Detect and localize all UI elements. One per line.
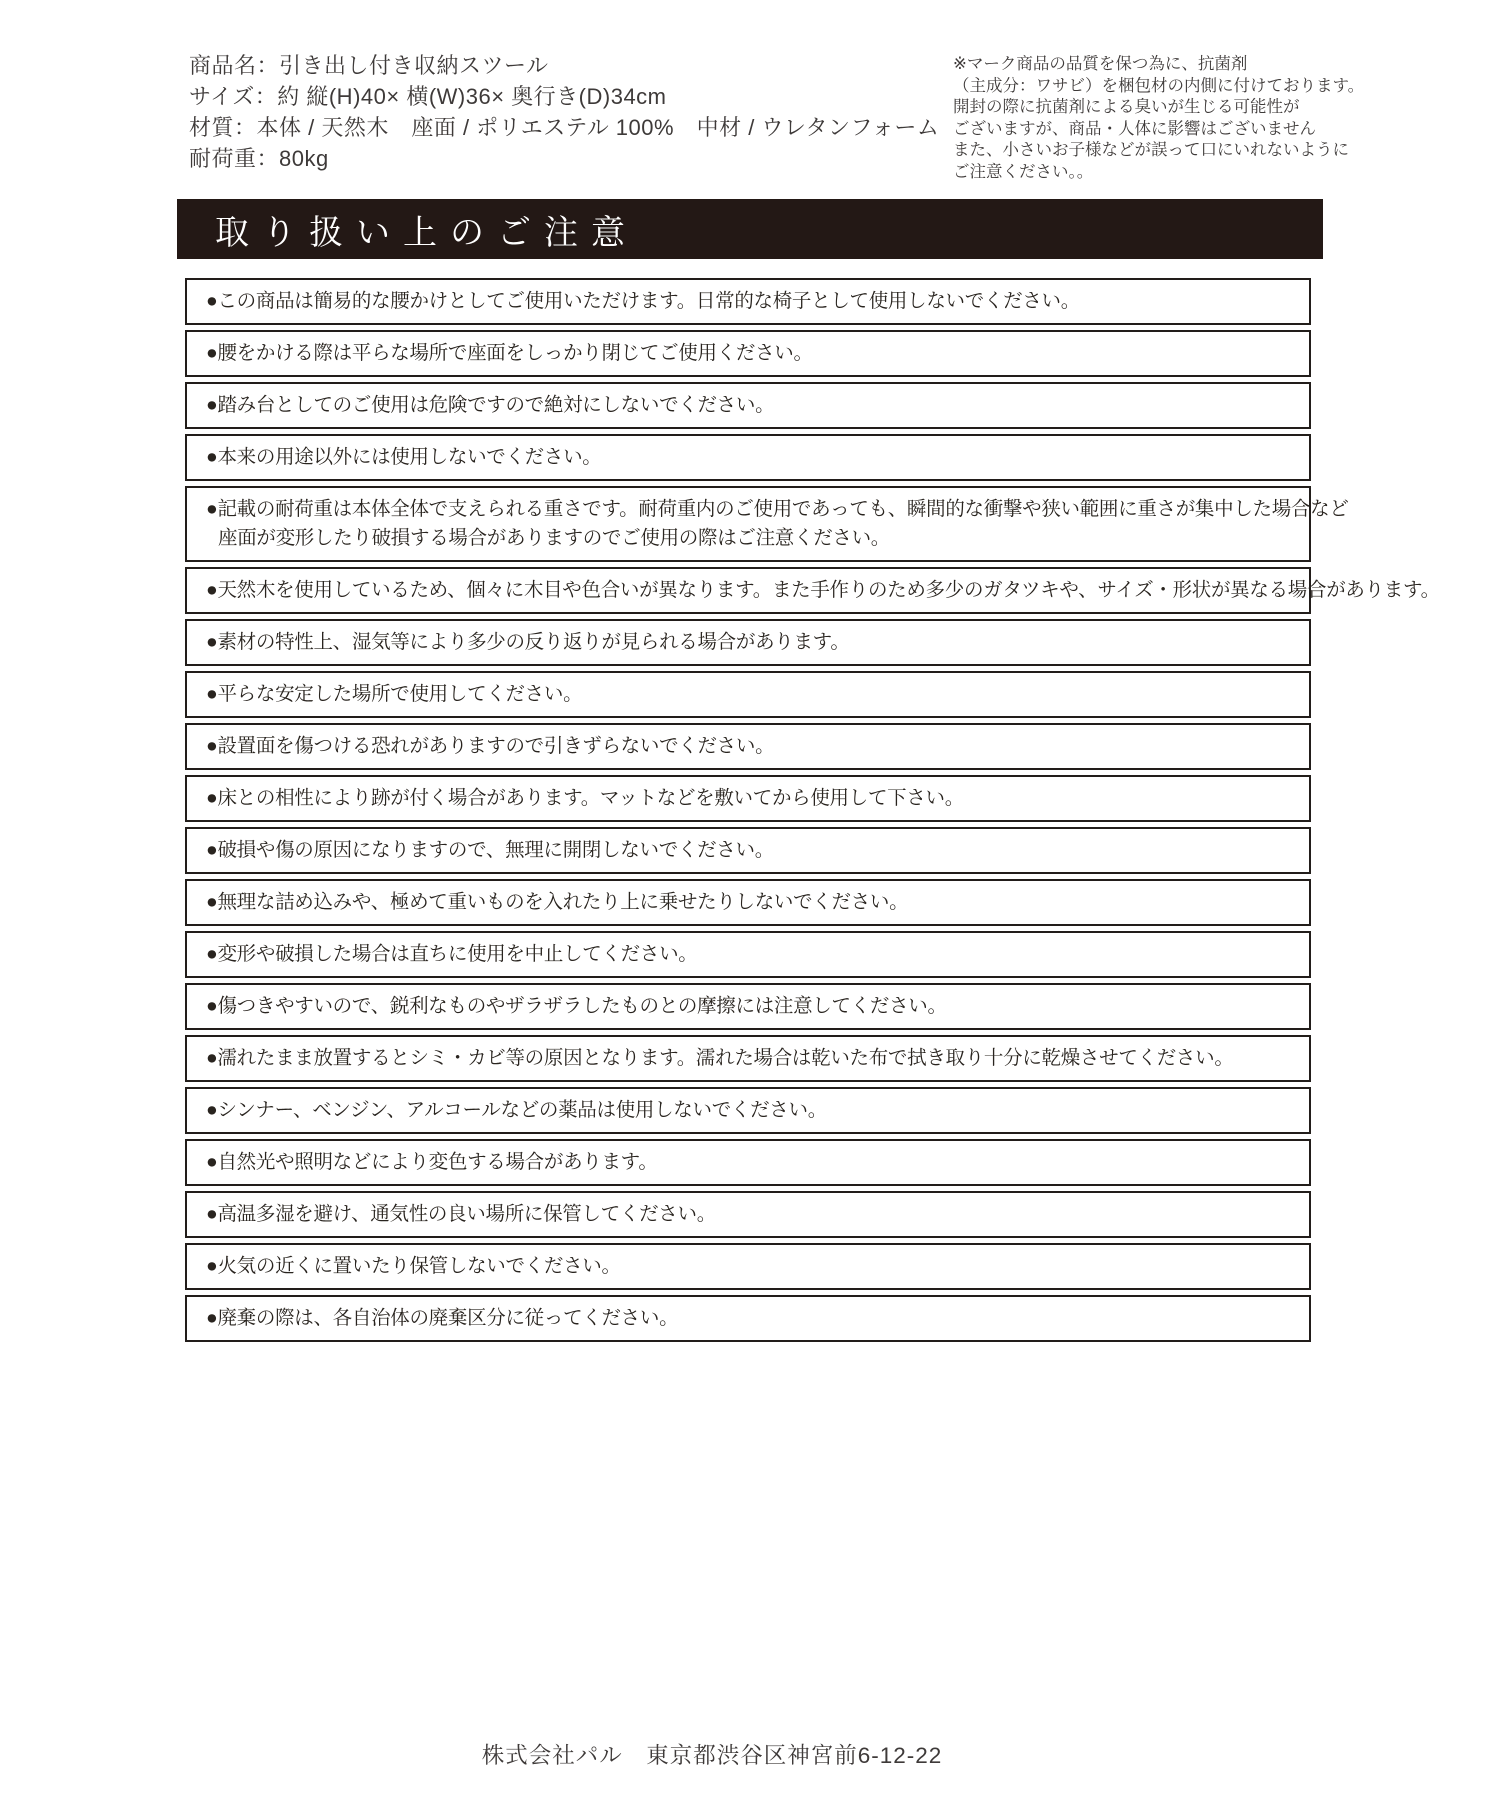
caution-row (185, 1139, 1311, 1186)
caution-row (185, 723, 1311, 770)
caution-text: ●平らな安定した場所で使用してください。 (206, 683, 583, 705)
caution-text: ●変形や破損した場合は直ちに使用を中止してください。 (206, 943, 698, 965)
caution-row (185, 1087, 1311, 1134)
antibacterial-note (953, 54, 1364, 183)
antibacterial-note-line: また、小さいお子様などが誤って口にいれないように (953, 141, 1349, 159)
caution-row (185, 827, 1311, 874)
caution-row (185, 278, 1311, 325)
caution-text: ●素材の特性上、湿気等により多少の反り返りが見られる場合があります。 (206, 631, 850, 653)
caution-text: ●破損や傷の原因になりますので、無理に開閉しないでください。 (206, 839, 774, 861)
caution-row (185, 1035, 1311, 1082)
caution-text-continued: 座面が変形したり破損する場合がありますのでご使用の際はご注意ください。 (218, 527, 891, 549)
caution-text: ●踏み台としてのご使用は危険ですので絶対にしないでください。 (206, 394, 775, 416)
caution-row (185, 931, 1311, 978)
caution-row (185, 1243, 1311, 1290)
caution-row (185, 434, 1311, 481)
antibacterial-note-line: （主成分：ワサビ）を梱包材の内側に付けております。 (953, 76, 1365, 95)
product-name-line: 商品名：引き出し付き収納スツール (189, 53, 549, 78)
product-size-line: サイズ：約 縦(H)40× 横(W)36× 奥行き(D)34cm (189, 84, 667, 109)
caution-section-title: 取り扱い上のご注意 (215, 213, 638, 252)
antibacterial-note-line: ご注意ください。。 (953, 162, 1094, 181)
antibacterial-note-line: ※マーク商品の品質を保つ為に、抗菌剤 (953, 55, 1248, 73)
caution-text: ●無理な詰め込みや、極めて重いものを入れたり上に乗せたりしないでください。 (206, 891, 909, 913)
caution-row (185, 879, 1311, 926)
caution-text: ●記載の耐荷重は本体全体で支えられる重さです。耐荷重内のご使用であっても、瞬間的な衝撃や狭い範囲に重さが集中した場合など (206, 498, 1349, 520)
caution-text: ●腰をかける際は平らな場所で座面をしっかり閉じてご使用ください。 (206, 342, 813, 364)
caution-text: ●設置面を傷つける恐れがありますので引きずらないでください。 (206, 735, 775, 757)
caution-text: ●高温多湿を避け、通気性の良い場所に保管してください。 (206, 1203, 716, 1225)
antibacterial-note-line: 開封の際に抗菌剤による臭いが生じる可能性が (953, 98, 1300, 116)
caution-text: ●この商品は簡易的な腰かけとしてご使用いただけます。日常的な椅子として使用しないでください。 (206, 290, 1080, 312)
caution-row (185, 1295, 1311, 1342)
caution-row (185, 330, 1311, 377)
caution-text: ●濡れたまま放置するとシミ・カビ等の原因となります。濡れた場合は乾いた布で拭き取り十分に乾燥させてください。 (206, 1047, 1234, 1069)
caution-row (185, 486, 1349, 562)
caution-text: ●傷つきやすいので、鋭利なものやザラザラしたものとの摩擦には注意してください。 (206, 995, 947, 1017)
product-material-line: 材質：本体 / 天然木 座面 / ポリエステル 100% 中材 / ウレタンフォーム (189, 115, 940, 140)
caution-text: ●シンナー、ベンジン、アルコールなどの薬品は使用しないでください。 (206, 1099, 827, 1121)
product-info-block (189, 50, 939, 174)
caution-text: ●床との相性により跡が付く場合があります。マットなどを敷いてから使用して下さい。 (206, 787, 964, 809)
caution-text: ●本来の用途以外には使用しないでください。 (206, 446, 602, 468)
caution-row (185, 983, 1311, 1030)
antibacterial-note-line: ございますが、商品・人体に影響はございません (953, 119, 1316, 138)
caution-row (185, 382, 1311, 429)
caution-row (185, 775, 1311, 822)
caution-text: ●火気の近くに置いたり保管しないでください。 (206, 1255, 621, 1277)
caution-row (185, 1191, 1311, 1238)
caution-table (185, 278, 1440, 1342)
product-load-line: 耐荷重：80kg (189, 146, 329, 171)
caution-text: ●天然木を使用しているため、個々に木目や色合いが異なります。また手作りのため多少のガタツキや、サイズ・形状が異なる場合があります。 (206, 579, 1440, 601)
caution-row (185, 619, 1311, 666)
caution-section-banner (177, 199, 1323, 259)
caution-row (185, 567, 1440, 614)
footer-company-address: 株式会社パル 東京都渋谷区神宮前6-12-22 (481, 1743, 943, 1768)
caution-text: ●自然光や照明などにより変色する場合があります。 (206, 1151, 658, 1173)
caution-text: ●廃棄の際は、各自治体の廃棄区分に従ってください。 (206, 1307, 679, 1329)
caution-row (185, 671, 1311, 718)
